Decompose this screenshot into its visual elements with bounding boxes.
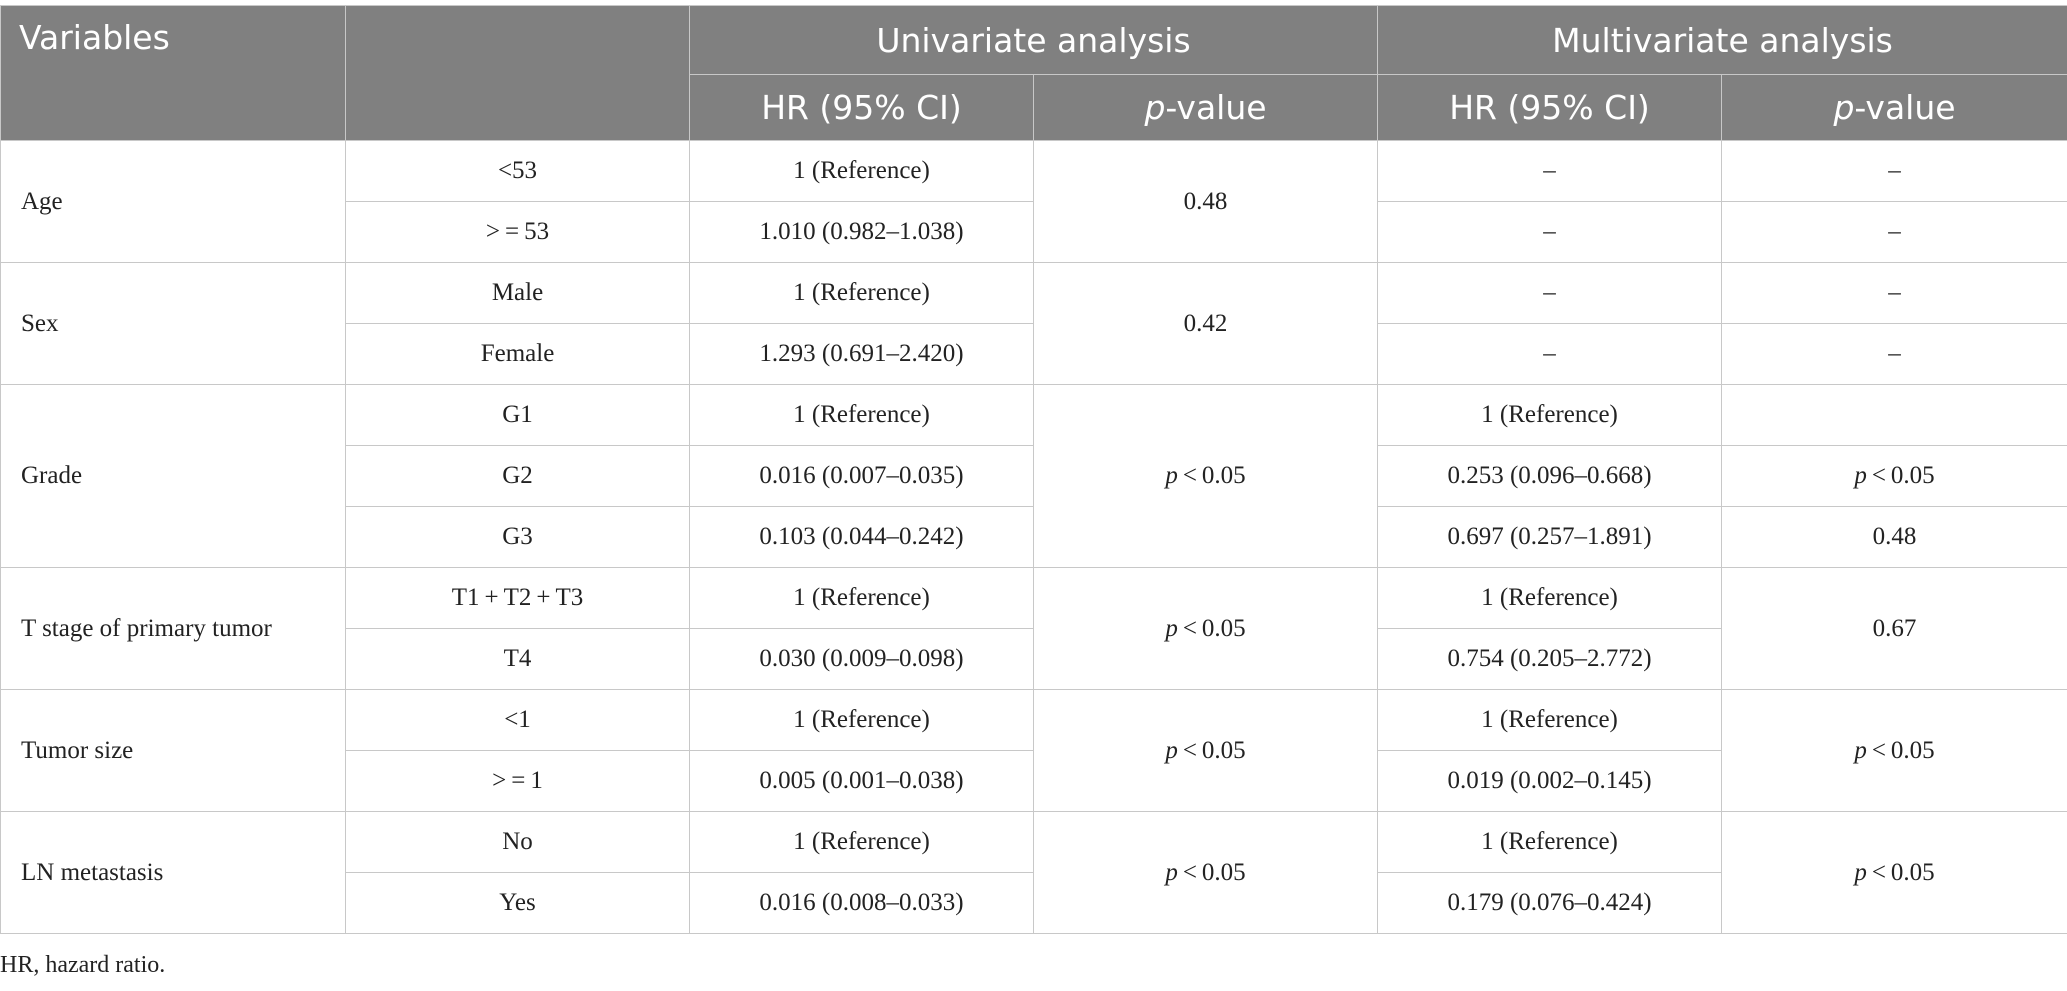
- p-suffix: -value: [1165, 88, 1267, 127]
- header-univariate: Univariate analysis: [690, 6, 1378, 75]
- header-multi-hr: HR (95% CI): [1378, 75, 1722, 141]
- level-cell: G2: [346, 446, 690, 507]
- uni-p-cell: [1034, 812, 1378, 934]
- uni-hr-cell: 0.016 (0.007–0.035): [690, 446, 1034, 507]
- header-uni-hr: HR (95% CI): [690, 75, 1034, 141]
- multi-hr-cell: –: [1378, 141, 1722, 202]
- uni-hr-cell: 1 (Reference): [690, 385, 1034, 446]
- table-row: [1, 812, 2067, 873]
- uni-hr-cell: 1.293 (0.691–2.420): [690, 324, 1034, 385]
- uni-hr-cell: 1 (Reference): [690, 568, 1034, 629]
- level-cell: No: [346, 812, 690, 873]
- level-cell: > = 1: [346, 751, 690, 812]
- header-multi-p: [1722, 75, 2067, 141]
- table-row: [1, 141, 2067, 202]
- multi-hr-cell: 1 (Reference): [1378, 690, 1722, 751]
- header-empty: [346, 6, 690, 141]
- multi-hr-cell: 1 (Reference): [1378, 385, 1722, 446]
- multi-p-cell: [1722, 812, 2067, 934]
- multi-p-cell: 0.48: [1722, 507, 2067, 568]
- level-cell: T4: [346, 629, 690, 690]
- uni-hr-cell: 1.010 (0.982–1.038): [690, 202, 1034, 263]
- header-variables: Variables: [1, 6, 346, 141]
- multi-hr-cell: 1 (Reference): [1378, 568, 1722, 629]
- table-row: [1, 690, 2067, 751]
- results-table: [0, 5, 2067, 934]
- p-symbol: p: [1854, 462, 1867, 489]
- uni-hr-cell: 1 (Reference): [690, 690, 1034, 751]
- multi-hr-cell: 0.019 (0.002–0.145): [1378, 751, 1722, 812]
- multi-hr-cell: –: [1378, 202, 1722, 263]
- header-uni-p: [1034, 75, 1378, 141]
- multi-p-cell: [1722, 385, 2067, 446]
- p-threshold: < 0.05: [1866, 858, 1935, 886]
- variable-name: LN metastasis: [1, 812, 346, 934]
- multi-p-cell: –: [1722, 141, 2067, 202]
- p-italic: p: [1833, 88, 1855, 127]
- variable-name: Tumor size: [1, 690, 346, 812]
- uni-p-cell: 0.42: [1034, 263, 1378, 385]
- multi-p-cell: [1722, 690, 2067, 812]
- multi-hr-cell: 0.179 (0.076–0.424): [1378, 873, 1722, 934]
- variable-name: T stage of primary tumor: [1, 568, 346, 690]
- p-threshold: < 0.05: [1177, 858, 1246, 886]
- p-italic: p: [1144, 88, 1166, 127]
- variable-name: Age: [1, 141, 346, 263]
- uni-hr-cell: 1 (Reference): [690, 263, 1034, 324]
- p-suffix: -value: [1854, 88, 1956, 127]
- p-threshold: < 0.05: [1866, 736, 1935, 764]
- multi-hr-cell: 1 (Reference): [1378, 812, 1722, 873]
- multi-p-cell: –: [1722, 263, 2067, 324]
- p-symbol: p: [1165, 858, 1178, 886]
- multi-p-cell: –: [1722, 324, 2067, 385]
- uni-hr-cell: 1 (Reference): [690, 141, 1034, 202]
- p-threshold: < 0.05: [1177, 462, 1246, 489]
- level-cell: G3: [346, 507, 690, 568]
- level-cell: > = 53: [346, 202, 690, 263]
- table-row: [1, 568, 2067, 629]
- multi-hr-cell: 0.253 (0.096–0.668): [1378, 446, 1722, 507]
- p-threshold: < 0.05: [1177, 736, 1246, 764]
- uni-hr-cell: 0.016 (0.008–0.033): [690, 873, 1034, 934]
- multi-p-cell: –: [1722, 202, 2067, 263]
- p-symbol: p: [1165, 736, 1178, 764]
- table-row: [1, 385, 2067, 446]
- multi-p-cell: [1722, 446, 2067, 507]
- p-symbol: p: [1165, 462, 1178, 489]
- variable-name: Sex: [1, 263, 346, 385]
- level-cell: G1: [346, 385, 690, 446]
- table-row: [1, 263, 2067, 324]
- level-cell: Male: [346, 263, 690, 324]
- level-cell: Female: [346, 324, 690, 385]
- variable-name: Grade: [1, 385, 346, 568]
- level-cell: T1 + T2 + T3: [346, 568, 690, 629]
- multi-hr-cell: 0.754 (0.205–2.772): [1378, 629, 1722, 690]
- multi-hr-cell: –: [1378, 324, 1722, 385]
- uni-p-cell: 0.48: [1034, 141, 1378, 263]
- uni-p-cell: [1034, 690, 1378, 812]
- multi-hr-cell: 0.697 (0.257–1.891): [1378, 507, 1722, 568]
- p-symbol: p: [1854, 736, 1867, 764]
- p-symbol: p: [1165, 614, 1178, 642]
- level-cell: <1: [346, 690, 690, 751]
- multi-p-cell: 0.67: [1722, 568, 2067, 690]
- uni-hr-cell: 1 (Reference): [690, 812, 1034, 873]
- p-symbol: p: [1854, 858, 1867, 886]
- p-threshold: < 0.05: [1177, 614, 1246, 642]
- level-cell: <53: [346, 141, 690, 202]
- uni-hr-cell: 0.103 (0.044–0.242): [690, 507, 1034, 568]
- multi-hr-cell: –: [1378, 263, 1722, 324]
- p-threshold: < 0.05: [1866, 462, 1935, 489]
- header-multivariate: Multivariate analysis: [1378, 6, 2067, 75]
- uni-p-cell: [1034, 568, 1378, 690]
- table-footnote: HR, hazard ratio.: [0, 952, 166, 978]
- uni-hr-cell: 0.030 (0.009–0.098): [690, 629, 1034, 690]
- uni-hr-cell: 0.005 (0.001–0.038): [690, 751, 1034, 812]
- level-cell: Yes: [346, 873, 690, 934]
- uni-p-cell: [1034, 385, 1378, 568]
